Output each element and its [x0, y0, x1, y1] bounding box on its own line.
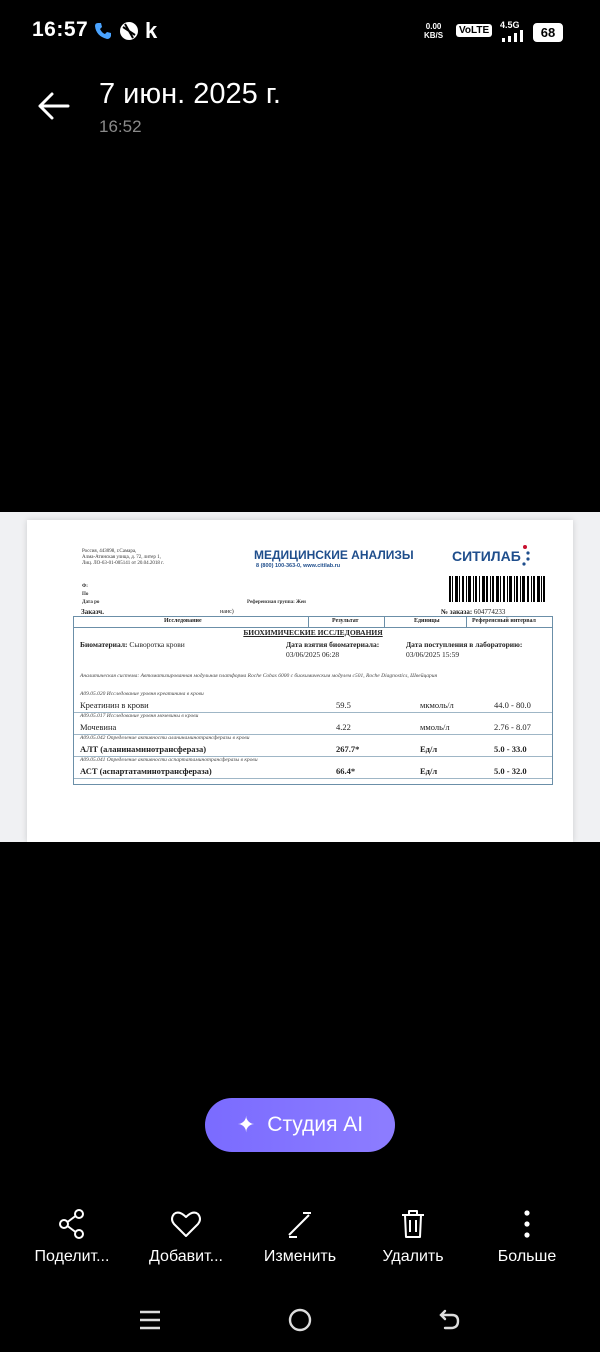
- share-label: Поделит...: [34, 1248, 110, 1265]
- test-code: A09.05.017 Исследование уровня мочевины в крови: [80, 713, 199, 719]
- more-vertical-icon: [510, 1207, 544, 1241]
- lab-address: Россия, 443098, г.Самара, Алма-Атинская улица, д. 72, литер 1, Лиц. ЛО-63-01-005141 от 20.04.2018 г.: [82, 549, 164, 566]
- divider: [384, 617, 385, 627]
- test-reference: 44.0 - 80.0: [494, 700, 531, 710]
- table-header: [74, 617, 552, 628]
- phone-call-icon: [94, 22, 112, 40]
- col-research: Исследование: [164, 618, 202, 624]
- signal-icon: [502, 30, 526, 42]
- test-units: мкмоль/л: [420, 700, 454, 710]
- test-code: A09.05.042 Определение активности аланинаминотрансферазы в крови: [80, 735, 250, 741]
- divider: [308, 617, 309, 627]
- lab-report-document: [27, 520, 573, 842]
- battery-icon: 68: [533, 23, 563, 42]
- share-icon: [55, 1207, 89, 1241]
- test-code: A09.05.041 Определение активности аспартатаминотрансферазы в крови: [80, 757, 258, 763]
- table-row: [74, 735, 552, 757]
- patient-sex-label: По: [82, 592, 89, 597]
- more-label: Больше: [497, 1248, 557, 1265]
- k-app-icon: k: [145, 18, 158, 43]
- col-units: Единицы: [414, 618, 440, 624]
- birth-date-label: Дата ро: [82, 600, 100, 605]
- test-name: Мочевина: [80, 722, 117, 732]
- volte-badge: VoLTE: [456, 24, 492, 37]
- share-button[interactable]: [17, 1204, 127, 1266]
- sparkle-icon: ✦: [236, 1112, 256, 1137]
- trash-icon: [396, 1207, 430, 1241]
- brand-phone: 8 (800) 100-363-0, www.citilab.ru: [256, 563, 341, 569]
- order-number: № заказа: 604774233: [441, 608, 506, 616]
- test-reference: 5.0 - 33.0: [494, 744, 527, 754]
- biomaterial-row: Биоматериал: Сыворотка крови Дата взятия биоматериала: 03/06/2025 06:28 Дата поступления в лабораторию: 03/06/2025 15:59: [80, 640, 523, 659]
- network-speed: 0.00 KB/S: [424, 22, 444, 40]
- col-reference: Референсный интервал: [472, 618, 536, 624]
- test-units: ммоль/л: [420, 722, 450, 732]
- photo-time: 16:52: [99, 117, 142, 136]
- home-circle-icon: [287, 1307, 313, 1333]
- favorite-label: Добавит...: [149, 1248, 223, 1265]
- patient-name-label: Ф:: [82, 584, 88, 589]
- back-button[interactable]: [34, 86, 74, 126]
- barcode: [449, 576, 545, 602]
- studio-ai-label: Студия AI: [267, 1113, 364, 1136]
- citilab-logo-dots-icon: [519, 544, 531, 566]
- col-result: Результат: [332, 618, 359, 624]
- analytic-system-note: Аналитическая система: Автоматизированная модульная платформа Roche Cobas 6000 с биохимическим модулем c501, Roche Diagnostics, Швейцария: [80, 673, 438, 679]
- delete-button[interactable]: [358, 1204, 468, 1266]
- favorite-button[interactable]: [131, 1204, 241, 1266]
- back-arrow-icon: [437, 1307, 463, 1333]
- test-code: A09.05.020 Исследование уровня креатинина в крови: [80, 691, 204, 697]
- photo-viewer[interactable]: [0, 512, 600, 842]
- delete-label: Удалить: [382, 1248, 444, 1265]
- test-reference: 5.0 - 32.0: [494, 766, 527, 776]
- test-reference: 2.76 - 8.07: [494, 722, 531, 732]
- citilab-logo: СИТИЛАБ: [452, 548, 521, 564]
- table-row: [74, 713, 552, 735]
- more-button[interactable]: [472, 1204, 582, 1266]
- edit-button[interactable]: [245, 1204, 355, 1266]
- divider: [466, 617, 467, 627]
- test-result: 59.5: [336, 700, 351, 710]
- customer-label: Заказч.: [81, 608, 104, 616]
- brand-title: МЕДИЦИНСКИЕ АНАЛИЗЫ: [254, 548, 414, 562]
- network-type: 4.5G: [500, 20, 520, 30]
- test-name: АСТ (аспартатаминотрансфераза): [80, 766, 212, 776]
- back-nav-button[interactable]: [430, 1304, 470, 1336]
- test-name: АЛТ (аланинаминотрансфераза): [80, 744, 207, 754]
- test-name: Креатинин в крови: [80, 700, 149, 710]
- reference-group: Референсная группа: Жен: [247, 600, 306, 605]
- test-units: Ед/л: [420, 766, 438, 776]
- edit-label: Изменить: [263, 1248, 337, 1265]
- test-result: 66.4*: [336, 766, 356, 776]
- studio-ai-button[interactable]: [205, 1098, 395, 1152]
- home-button[interactable]: [280, 1304, 320, 1336]
- table-row: [74, 691, 552, 713]
- edit-pen-icon: [283, 1207, 317, 1241]
- row-divider: [74, 778, 552, 779]
- results-table: [73, 616, 553, 785]
- status-time: 16:57: [32, 18, 89, 41]
- menu-lines-icon: [138, 1308, 162, 1332]
- heart-icon: [169, 1207, 203, 1241]
- test-units: Ед/л: [420, 744, 438, 754]
- photo-date: 7 июн. 2025 г.: [99, 78, 281, 110]
- customer-suffix: нанс): [220, 609, 234, 615]
- section-title: БИОХИМИЧЕСКИЕ ИССЛЕДОВАНИЯ: [243, 628, 383, 637]
- recent-apps-button[interactable]: [130, 1304, 170, 1336]
- table-row: [74, 757, 552, 779]
- test-result: 267.7*: [336, 744, 360, 754]
- test-result: 4.22: [336, 722, 351, 732]
- app-notification-icon: [119, 21, 139, 41]
